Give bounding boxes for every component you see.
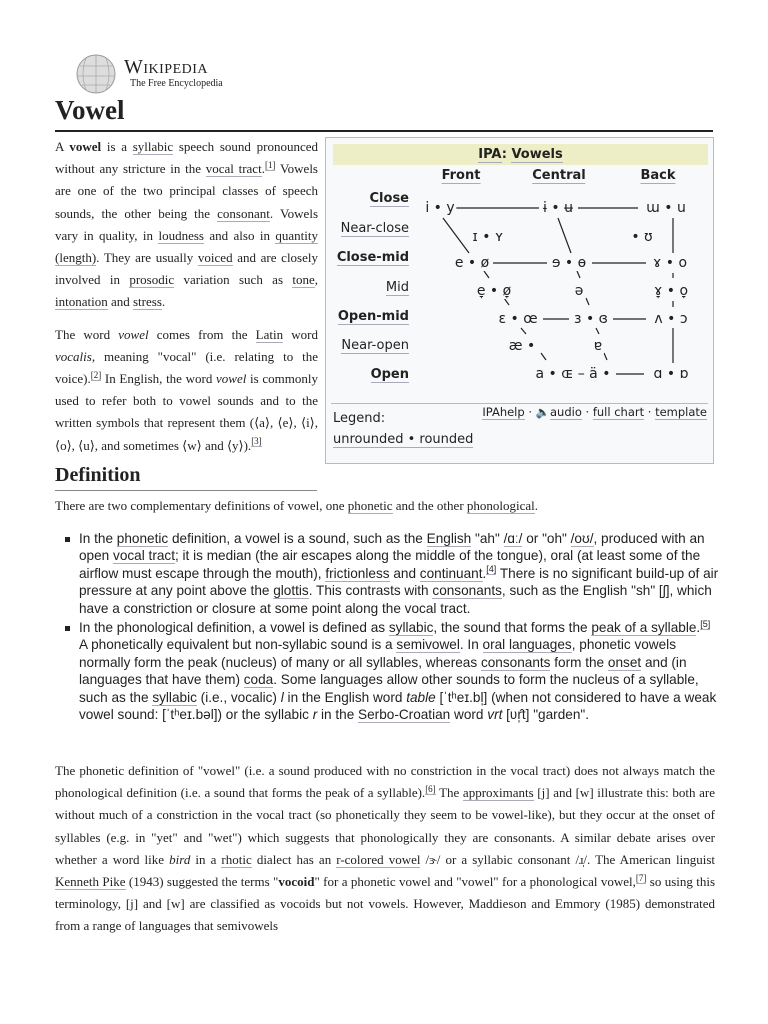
page-title: Vowel — [55, 95, 125, 125]
text-run: [ˈtʰeɪ.bl̩] (when not considered to have a weak vowel sound: [ˈtʰeɪ.bəl]) or the syllabic — [79, 689, 717, 723]
vowel-symbol[interactable]: ɯ • u — [646, 200, 686, 216]
text-run: A phonetically equivalent but non-syllabic sound is a — [79, 637, 397, 653]
text-run: , such as the English "sh" [ʃ], which have a constriction or closure at some point along the vocal tract. — [79, 583, 712, 616]
article-link[interactable]: syllabic — [132, 139, 174, 154]
section-heading-definition: Definition — [55, 464, 141, 486]
citation-link[interactable]: [6] — [425, 783, 436, 794]
column-back[interactable]: Back — [640, 168, 676, 183]
full-chart-link[interactable]: full chart — [592, 405, 645, 419]
vowel-symbol[interactable]: ɐ — [593, 338, 603, 354]
text-run: A — [55, 139, 70, 154]
vowel-symbol[interactable]: ɤ̞ • o̞ — [653, 283, 689, 299]
row-near-close[interactable]: Near-close — [340, 221, 409, 236]
text-run: definition, a vowel is a sound, such as the — [168, 531, 427, 546]
text-run: . Vowels vary in quality, in — [55, 205, 318, 243]
text-run: is commonly used to refer both to vowel sounds and to the written symbols that represent them (⟨a⟩, ⟨e⟩, ⟨i⟩, ⟨o⟩, ⟨u⟩, and sometimes ⟨w⟩ and ⟨y⟩). — [55, 371, 318, 453]
text-run: There is no significant build-up of air pressure at any point above the — [79, 565, 719, 599]
text-run: Vowels are one of the two principal classes of speech sounds, the other being the — [55, 161, 318, 221]
text-run: comes from the — [148, 326, 256, 342]
legend-label: Legend: — [333, 411, 386, 426]
text-run: dialect has an — [251, 851, 337, 867]
intro-paragraph — [55, 324, 318, 457]
text-run: /ɝ/ or a syllabic consonant /ɹ̩/. The American linguist — [420, 851, 716, 867]
vowel-symbol[interactable]: • ʊ — [631, 229, 653, 245]
bold-term: vowel — [69, 139, 102, 154]
article-link[interactable]: Serbo-Croatian — [358, 707, 451, 723]
row-open[interactable]: Open — [370, 367, 409, 382]
legend-link[interactable]: unrounded • rounded — [333, 432, 474, 447]
speaker-icon: 🔈 — [535, 405, 550, 419]
article-link[interactable]: prosodic — [129, 272, 175, 288]
article-link[interactable]: onset — [607, 654, 642, 670]
citation-link[interactable]: [1] — [264, 159, 276, 170]
text-run: In the — [79, 531, 117, 546]
article-link[interactable]: peak of a syllable — [591, 620, 697, 636]
title-sep: : — [501, 147, 512, 162]
title-divider — [55, 130, 713, 132]
citation-link[interactable]: [2] — [90, 369, 102, 380]
text-run: word — [450, 707, 488, 723]
text-run: speech sound pronounced without any stricture in the — [55, 139, 318, 177]
article-link[interactable]: intonation — [55, 294, 108, 310]
text-run: and the other — [392, 498, 467, 513]
vowel-symbol[interactable]: ʌ • ɔ — [654, 311, 688, 327]
article-link[interactable]: loudness — [158, 227, 204, 243]
vowel-symbol[interactable]: ɪ • ʏ — [472, 229, 504, 245]
article-link[interactable]: phonetic — [116, 531, 169, 546]
ipa-vowels-infobox — [325, 137, 714, 464]
text-run: word — [283, 326, 318, 342]
text-run: "ah" — [471, 531, 504, 546]
ipa-link[interactable]: IPA — [478, 147, 502, 162]
text-run: in the English word — [283, 689, 407, 705]
text-run: (i.e., vocalic) — [196, 689, 281, 705]
article-link[interactable]: glottis — [273, 583, 309, 599]
text-run: and — [389, 565, 420, 581]
vowels-link[interactable]: Vowels — [511, 147, 563, 162]
italic-term: vowel — [216, 371, 247, 387]
text-run: , the sound that forms the — [433, 620, 592, 636]
article-link[interactable]: consonant — [217, 205, 270, 221]
italic-term: vowel — [118, 326, 149, 342]
article-link[interactable]: Latin — [255, 326, 284, 342]
text-run: and (in languages that have them) — [79, 654, 687, 688]
wikipedia-wordmark: Wikipedia — [124, 56, 209, 78]
text-run: " for a phonetic vowel and "vowel" for a phonological vowel, — [314, 874, 636, 890]
text-run: The phonetic definition of "vowel" (i.e. a sound produced with no constriction in the vocal tract) does not always match the phonological definition (i.e. a sound that forms the peak of a syllable). — [55, 763, 715, 801]
article-link[interactable]: consonants — [480, 654, 551, 670]
section-divider — [55, 490, 317, 491]
text-run: . Some languages allow other sounds to form the nucleus of a syllable, such as the — [79, 672, 699, 705]
text-run: or "oh" — [522, 531, 571, 546]
wikipedia-tagline: The Free Encyclopedia — [130, 78, 223, 89]
article-link[interactable]: consonants — [432, 583, 502, 599]
text-run: . — [161, 294, 166, 310]
row-close-mid[interactable]: Close-mid — [336, 250, 409, 265]
text-run: , — [314, 272, 318, 288]
citation-link[interactable]: [5] — [700, 618, 711, 629]
row-mid[interactable]: Mid — [385, 280, 409, 295]
text-run: so using this terminology, [j] and [w] are classified as vocoids but not vowels. However, Maddieson and Emmory (1985) demonstrated from a range of languages that semivowels — [55, 874, 716, 934]
text-run: . They are usually — [96, 250, 198, 266]
infobox-divider — [331, 403, 708, 404]
text-run: and also in — [203, 227, 276, 243]
intro-section — [55, 136, 318, 467]
intro-paragraph — [55, 136, 318, 314]
article-link[interactable]: vocal tract — [113, 548, 175, 564]
text-run: is a — [101, 139, 133, 154]
vowel-symbol[interactable]: ɑ • ɒ — [653, 366, 689, 382]
article-link[interactable]: English — [426, 531, 472, 546]
text-run: form the — [550, 654, 608, 670]
text-run: There are two complementary definitions of vowel, one — [55, 498, 348, 513]
article-link[interactable]: syllabic — [152, 689, 197, 705]
article-link[interactable]: frictionless — [325, 565, 390, 581]
text-run: . This contrasts with — [308, 583, 433, 599]
list-item — [79, 619, 719, 723]
vowel-symbol[interactable]: e̞ • ø̞ — [476, 283, 512, 299]
citation-link[interactable]: [3] — [251, 436, 262, 447]
text-run: . — [482, 565, 487, 581]
article-link[interactable]: phonological — [466, 498, 535, 513]
article-link[interactable]: vocal tract — [205, 161, 262, 177]
italic-term: r — [312, 707, 318, 723]
vowel-symbol[interactable]: ɛ • œ — [498, 311, 538, 327]
article-link[interactable]: phonetic — [347, 498, 393, 513]
text-run: The word — [55, 326, 119, 342]
article-link[interactable]: semivowel — [396, 637, 460, 653]
article-link[interactable]: stress — [133, 294, 162, 310]
text-run: . — [696, 620, 701, 636]
vowel-symbol[interactable]: ɨ • ʉ — [543, 200, 573, 216]
text-run: . — [534, 498, 539, 513]
text-run: In English, the word — [101, 371, 217, 387]
article-link[interactable]: /ɑː/ — [503, 531, 523, 546]
article-link[interactable]: rhotic — [221, 851, 252, 867]
text-run: , produced with an open — [79, 531, 705, 564]
text-run: . In — [459, 637, 483, 653]
vowel-symbol[interactable]: ə — [574, 283, 584, 299]
article-link[interactable]: continuant — [419, 565, 483, 581]
definition-paragraph — [55, 760, 715, 938]
italic-term: bird — [169, 851, 191, 867]
template-link[interactable]: template — [655, 405, 707, 419]
vowel-symbol[interactable]: ɘ • ɵ — [551, 255, 587, 271]
article-link[interactable]: tone — [292, 272, 315, 288]
article-link[interactable]: quantity (length) — [55, 227, 318, 266]
text-run: The — [435, 785, 463, 801]
article-link[interactable]: oral languages — [482, 637, 572, 653]
italic-term: table — [406, 689, 436, 705]
column-central[interactable]: Central — [532, 168, 586, 183]
row-near-open[interactable]: Near-open — [341, 338, 409, 353]
list-item — [79, 530, 719, 617]
citation-link[interactable]: [7] — [635, 872, 647, 883]
wikipedia-globe-logo[interactable] — [72, 52, 120, 96]
vowel-symbol[interactable]: ɜ • ɞ — [574, 311, 608, 327]
bold-term: vocoid — [278, 874, 315, 890]
text-run: ; it is median (the air escapes along the middle of the tongue), oral (at least some of the airflow must escape through the mouth), — [79, 548, 701, 581]
article-link[interactable]: r-colored vowel — [336, 851, 421, 867]
vowel-symbol[interactable]: æ • — [508, 338, 536, 354]
italic-term: l — [280, 689, 284, 705]
text-run: In the phonological definition, a vowel is defined as — [79, 620, 389, 636]
citation-link[interactable]: [4] — [486, 564, 497, 575]
article-link[interactable]: coda — [243, 672, 274, 688]
definition-list — [79, 530, 719, 725]
row-close[interactable]: Close — [369, 191, 409, 206]
text-run: , phonetic vowels normally form the peak (nucleus) of many or all syllables, whereas — [79, 637, 676, 670]
vowel-symbol[interactable]: e • ø — [454, 255, 490, 271]
text-run: (1943) suggested the terms " — [125, 874, 279, 890]
ipahelp-link[interactable]: IPAhelp — [482, 405, 525, 419]
text-run: [j] and [w] illustrate this: both are without much of a constriction in the vocal tract (so phonetically they seem to be vowel-like), but they occur at the onset of syllables (e.g. in "yet" and "wet") which suggests that phonologically they are consonants. A similar debate arises over whether a word like — [55, 785, 716, 867]
audio-link[interactable]: audio — [549, 405, 582, 419]
text-run: in a — [190, 851, 222, 867]
article-link[interactable]: Kenneth Pike — [55, 874, 126, 890]
text-run: , meaning "vocal" (i.e. relating to the voice). — [55, 348, 318, 387]
infobox-links: IPAhelp · 🔈audio · full chart · template — [482, 405, 707, 419]
text-run: in the — [317, 707, 359, 723]
text-run: and are closely involved in — [55, 250, 318, 288]
article-link[interactable]: approximants — [462, 785, 534, 801]
legend — [333, 408, 473, 450]
row-open-mid[interactable]: Open-mid — [337, 309, 409, 324]
text-run: . — [261, 161, 265, 177]
text-run: [ʋr̩̂t] "garden". — [502, 707, 589, 723]
column-front[interactable]: Front — [441, 168, 481, 183]
article-link[interactable]: /oʊ/ — [570, 531, 594, 546]
text-run: and — [107, 294, 133, 310]
italic-term: vocalis — [55, 348, 92, 364]
article-link[interactable]: voiced — [197, 250, 233, 266]
vowel-symbol[interactable]: i • y — [425, 200, 455, 216]
vowel-symbol[interactable]: ɤ • o — [652, 255, 688, 271]
definition-intro — [55, 495, 715, 517]
italic-term: vrt — [487, 707, 503, 723]
text-run: variation such as — [174, 272, 293, 288]
article-link[interactable]: syllabic — [388, 620, 434, 636]
vowel-symbol[interactable]: a • ɶ – ä • — [535, 366, 611, 382]
